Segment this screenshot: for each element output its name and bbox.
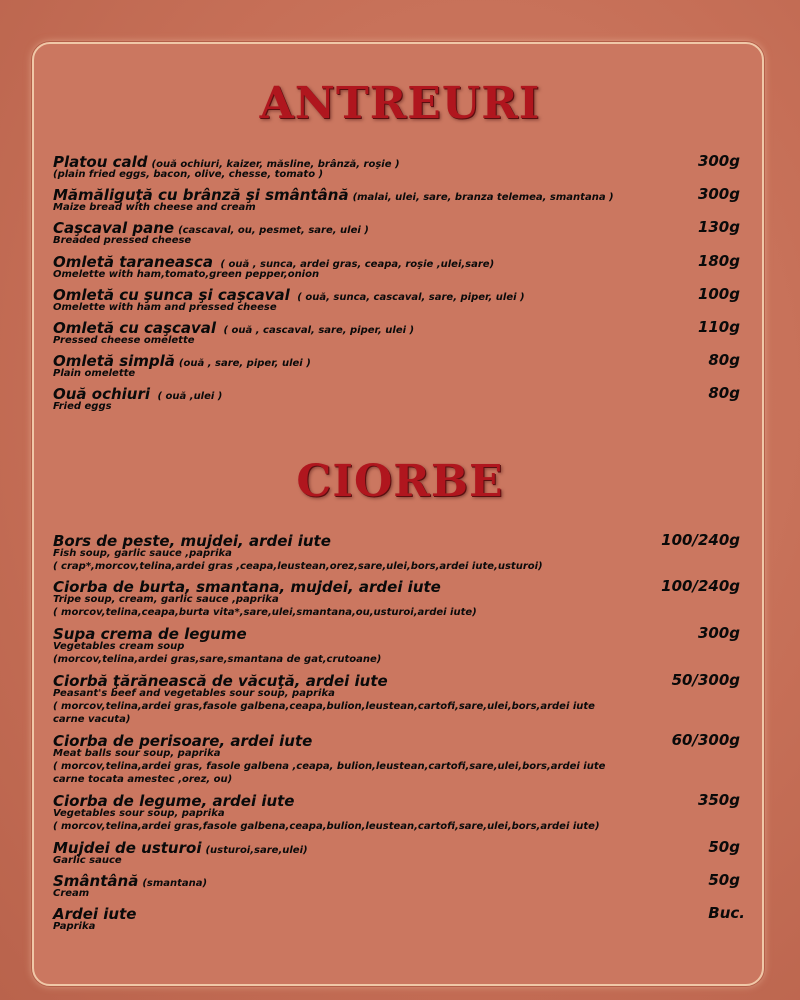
item-name: Ouă ochiuri bbox=[53, 385, 151, 403]
item-name: Caşcaval pane bbox=[53, 219, 175, 237]
item-description: Meat balls sour soup, paprika bbox=[53, 748, 221, 759]
item-description: Paprika bbox=[53, 921, 96, 932]
menu-item bbox=[53, 904, 753, 933]
item-name: Omletă cu şunca şi caşcaval bbox=[53, 286, 290, 304]
item-ingredients: (morcov,telina,ardei gras,sare,smantana de gat,crutoane) bbox=[53, 654, 382, 665]
item-ingredients: (cascaval, ou, pesmet, sare, ulei ) bbox=[178, 225, 369, 236]
item-name: Smântână bbox=[53, 872, 139, 890]
item-description: Maize bread with cheese and cream bbox=[53, 202, 256, 213]
item-ingredients: (usturoi,sare,ulei) bbox=[205, 845, 308, 856]
item-name: Ciorba de burta, smantana, mujdei, ardei iute bbox=[53, 578, 441, 596]
item-description: Fried eggs bbox=[53, 401, 112, 412]
item-quantity: 100/240g bbox=[661, 531, 740, 549]
menu-item bbox=[53, 731, 753, 786]
item-name: Ciorba de perisoare, ardei iute bbox=[53, 732, 313, 750]
item-description: Omelette with ham,tomato,green pepper,onion bbox=[53, 269, 320, 280]
item-name: Platou cald bbox=[53, 153, 148, 171]
item-ingredients: (ouă , sare, piper, ulei ) bbox=[178, 358, 311, 369]
menu-item bbox=[53, 285, 753, 314]
item-quantity: 50g bbox=[708, 871, 740, 889]
item-quantity: 100g bbox=[697, 285, 740, 303]
item-ingredients-cont: carne tocata amestec ,orez, ou) bbox=[53, 774, 233, 785]
item-quantity: 100/240g bbox=[661, 577, 740, 595]
item-quantity: 130g bbox=[697, 218, 740, 236]
item-name: Bors de peste, mujdei, ardei iute bbox=[53, 532, 331, 550]
item-ingredients: (ouă ochiuri, kaizer, măsline, brânză, roşie ) bbox=[151, 159, 400, 170]
item-ingredients-cont: carne vacuta) bbox=[53, 714, 131, 725]
item-description: Tripe soup, cream, garlic sauce ,paprika bbox=[53, 594, 279, 605]
item-quantity: 80g bbox=[708, 384, 740, 402]
item-quantity: 180g bbox=[697, 252, 740, 270]
item-description: Peasant's beef and vegetables sour soup, paprika bbox=[53, 688, 335, 699]
item-description: (plain fried eggs, bacon, olive, chesse, tomato ) bbox=[53, 169, 324, 180]
item-ingredients: ( ouă ,ulei ) bbox=[154, 391, 223, 402]
item-description: Cream bbox=[53, 888, 90, 899]
item-ingredients: ( morcov,telina,ardei gras,fasole galbena,ceapa,bulion,leustean,cartofi,sare,ulei,bors,ardei iute bbox=[53, 701, 595, 712]
item-name: Ardei iute bbox=[53, 905, 137, 923]
menu-item bbox=[53, 384, 753, 413]
item-description: Breaded pressed cheese bbox=[53, 235, 192, 246]
item-name: Mujdei de usturoi bbox=[53, 839, 202, 857]
section-title-ciorbe: CIORBE bbox=[296, 456, 504, 507]
item-description: Fish soup, garlic sauce ,paprika bbox=[53, 548, 232, 559]
menu-item bbox=[53, 671, 753, 726]
item-ingredients: ( ouă , cascaval, sare, piper, ulei ) bbox=[220, 325, 415, 336]
item-ingredients: (malai, ulei, sare, branza telemea, smantana ) bbox=[352, 192, 614, 203]
menu-item bbox=[53, 152, 753, 181]
item-ingredients: ( morcov,telina,ardei gras,fasole galbena,ceapa,bulion,leustean,cartofi,sare,ulei,bors,ardei iute) bbox=[53, 821, 600, 832]
menu-item bbox=[53, 351, 753, 380]
item-quantity: Buc. bbox=[708, 904, 745, 922]
menu-item bbox=[53, 318, 753, 347]
item-quantity: 50/300g bbox=[671, 671, 740, 689]
item-name: Omletă cu caşcaval bbox=[53, 319, 217, 337]
menu-item bbox=[53, 577, 753, 619]
item-description: Vegetables sour soup, paprika bbox=[53, 808, 225, 819]
item-quantity: 110g bbox=[697, 318, 740, 336]
item-quantity: 300g bbox=[697, 624, 740, 642]
menu-item bbox=[53, 871, 753, 900]
item-quantity: 60/300g bbox=[671, 731, 740, 749]
menu-item bbox=[53, 791, 753, 833]
item-name: Mămăliguţă cu brânză şi smântână bbox=[53, 186, 349, 204]
menu-item bbox=[53, 252, 753, 281]
item-ingredients: ( ouă, sunca, cascaval, sare, piper, ulei ) bbox=[293, 292, 525, 303]
menu-item bbox=[53, 185, 753, 214]
item-name: Omletă taraneasca bbox=[53, 253, 213, 271]
item-quantity: 300g bbox=[697, 152, 740, 170]
item-quantity: 350g bbox=[697, 791, 740, 809]
menu-item bbox=[53, 838, 753, 867]
menu-item bbox=[53, 218, 753, 247]
item-name: Supa crema de legume bbox=[53, 625, 247, 643]
item-description: Plain omelette bbox=[53, 368, 136, 379]
item-ingredients: ( ouă , sunca, ardei gras, ceapa, roşie ,ulei,sare) bbox=[216, 259, 495, 270]
item-description: Garlic sauce bbox=[53, 855, 122, 866]
menu-item bbox=[53, 531, 753, 573]
item-name: Omletă simplă bbox=[53, 352, 175, 370]
item-quantity: 50g bbox=[708, 838, 740, 856]
item-description: Omelette with ham and pressed cheese bbox=[53, 302, 277, 313]
item-ingredients: ( morcov,telina,ceapa,burta vita*,sare,ulei,smantana,ou,usturoi,ardei iute) bbox=[53, 607, 477, 618]
item-ingredients: ( crap*,morcov,telina,ardei gras ,ceapa,leustean,orez,sare,ulei,bors,ardei iute,usturoi) bbox=[53, 561, 543, 572]
item-name: Ciorbă ţărănească de văcuţă, ardei iute bbox=[53, 672, 388, 690]
item-ingredients: (smantana) bbox=[142, 878, 208, 889]
item-name: Ciorba de legume, ardei iute bbox=[53, 792, 295, 810]
menu-item bbox=[53, 624, 753, 666]
item-description: Pressed cheese omelette bbox=[53, 335, 195, 346]
item-description: Vegetables cream soup bbox=[53, 641, 185, 652]
item-ingredients: ( morcov,telina,ardei gras, fasole galbena ,ceapa, bulion,leustean,cartofi,sare,ulei,bors,ardei iute bbox=[53, 761, 606, 772]
item-quantity: 80g bbox=[708, 351, 740, 369]
item-quantity: 300g bbox=[697, 185, 740, 203]
section-title-antreuri: ANTREURI bbox=[259, 78, 541, 129]
